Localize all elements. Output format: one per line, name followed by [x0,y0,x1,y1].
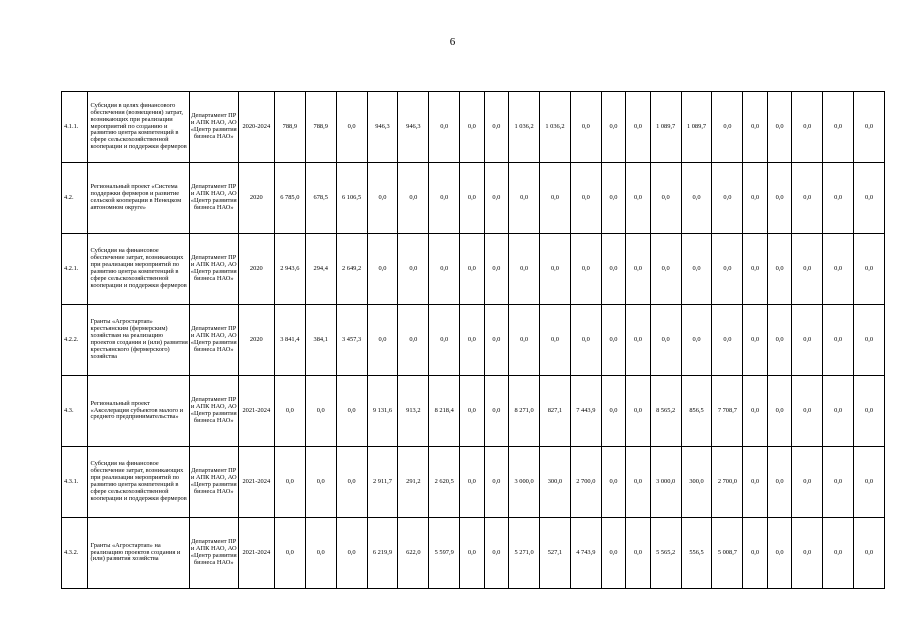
value-cell: 0,0 [570,305,601,376]
value-cell: 622,0 [398,518,429,589]
value-cell: 0,0 [484,234,508,305]
value-cell: 7 443,9 [570,376,601,447]
value-cell: 0,0 [305,447,336,518]
value-cell: 556,5 [681,518,712,589]
value-cell: 3 841,4 [274,305,305,376]
value-cell: 6 785,0 [274,163,305,234]
page-number: 6 [449,36,456,48]
measure-name: Региональный проект «Акселерация субъектов малого и среднего предпринимательства» [87,376,189,447]
value-cell: 0,0 [681,305,712,376]
value-cell: 0,0 [792,305,823,376]
value-cell: 0,0 [854,163,885,234]
value-cell: 0,0 [823,234,854,305]
value-cell: 0,0 [823,92,854,163]
value-cell: 0,0 [484,447,508,518]
value-cell: 0,0 [712,234,743,305]
value-cell: 0,0 [460,92,484,163]
value-cell: 5 597,9 [429,518,460,589]
value-cell: 0,0 [509,305,540,376]
value-cell: 2 649,2 [336,234,367,305]
executor-cell: Департамент ПР и АПК НАО, АО «Центр развития бизнеса НАО» [189,518,238,589]
value-cell: 0,0 [626,163,650,234]
value-cell: 0,0 [767,163,791,234]
value-cell: 1 036,2 [540,92,571,163]
value-cell: 0,0 [767,447,791,518]
value-cell: 0,0 [460,518,484,589]
value-cell: 0,0 [792,163,823,234]
value-cell: 0,0 [792,447,823,518]
value-cell: 2 911,7 [367,447,398,518]
value-cell: 0,0 [626,92,650,163]
value-cell: 294,4 [305,234,336,305]
value-cell: 678,5 [305,163,336,234]
value-cell: 6 219,9 [367,518,398,589]
value-cell: 0,0 [570,92,601,163]
value-cell: 8 218,4 [429,376,460,447]
value-cell: 0,0 [460,163,484,234]
value-cell: 0,0 [460,376,484,447]
value-cell: 0,0 [767,518,791,589]
value-cell: 0,0 [367,305,398,376]
value-cell: 300,0 [681,447,712,518]
value-cell: 0,0 [601,305,625,376]
value-cell: 0,0 [854,447,885,518]
executor-cell: Департамент ПР и АПК НАО, АО «Центр развития бизнеса НАО» [189,376,238,447]
value-cell: 0,0 [601,518,625,589]
value-cell: 0,0 [398,163,429,234]
value-cell: 0,0 [305,376,336,447]
budget-table [61,91,885,589]
value-cell: 0,0 [854,92,885,163]
value-cell: 0,0 [792,92,823,163]
measure-name: Субсидия в целях финансового обеспечения (возмещения) затрат, возникающих при реализации мероприятий по созданию и развитию центра компетенций в сфере сельскохозяйственной кооперации и поддержки фермеров [87,92,189,163]
value-cell: 0,0 [743,447,767,518]
value-cell: 0,0 [712,305,743,376]
value-cell: 0,0 [540,305,571,376]
value-cell: 946,3 [398,92,429,163]
row-number: 4.3.1. [62,447,88,518]
value-cell: 0,0 [626,447,650,518]
value-cell: 0,0 [601,163,625,234]
row-number: 4.3. [62,376,88,447]
value-cell: 0,0 [484,518,508,589]
value-cell: 0,0 [823,305,854,376]
value-cell: 0,0 [767,92,791,163]
value-cell: 0,0 [712,163,743,234]
value-cell: 0,0 [429,234,460,305]
value-cell: 788,9 [305,92,336,163]
value-cell: 0,0 [336,92,367,163]
value-cell: 788,9 [274,92,305,163]
period-cell: 2021-2024 [238,376,274,447]
value-cell: 0,0 [626,376,650,447]
row-number: 4.2. [62,163,88,234]
value-cell: 0,0 [626,305,650,376]
value-cell: 946,3 [367,92,398,163]
measure-name: Гранты «Агростартап» крестьянским (фермерским) хозяйствам на реализацию проектов создания и (или) развития крестьянского (фермерского) хозяйства [87,305,189,376]
value-cell: 0,0 [767,376,791,447]
value-cell: 3 457,3 [336,305,367,376]
measure-name: Гранты «Агростартап» на реализацию проектов создания и (или) развития хозяйства [87,518,189,589]
value-cell: 0,0 [854,305,885,376]
value-cell: 4 743,9 [570,518,601,589]
value-cell: 0,0 [854,518,885,589]
value-cell: 913,2 [398,376,429,447]
executor-cell: Департамент ПР и АПК НАО, АО «Центр развития бизнеса НАО» [189,447,238,518]
table-row [62,163,885,234]
value-cell: 0,0 [305,518,336,589]
value-cell: 5 271,0 [509,518,540,589]
value-cell: 0,0 [792,376,823,447]
value-cell: 8 271,0 [509,376,540,447]
value-cell: 0,0 [792,518,823,589]
value-cell: 0,0 [626,518,650,589]
value-cell: 0,0 [767,234,791,305]
value-cell: 0,0 [540,163,571,234]
value-cell: 0,0 [681,234,712,305]
value-cell: 0,0 [823,447,854,518]
value-cell: 5 008,7 [712,518,743,589]
value-cell: 0,0 [509,234,540,305]
period-cell: 2021-2024 [238,518,274,589]
value-cell: 0,0 [336,376,367,447]
value-cell: 0,0 [429,163,460,234]
value-cell: 0,0 [484,376,508,447]
executor-cell: Департамент ПР и АПК НАО, АО «Центр развития бизнеса НАО» [189,163,238,234]
value-cell: 0,0 [681,163,712,234]
value-cell: 856,5 [681,376,712,447]
value-cell: 0,0 [743,518,767,589]
value-cell: 0,0 [484,305,508,376]
value-cell: 0,0 [601,234,625,305]
table-row [62,447,885,518]
value-cell: 3 000,0 [650,447,681,518]
value-cell: 0,0 [823,376,854,447]
value-cell: 0,0 [398,234,429,305]
period-cell: 2021-2024 [238,447,274,518]
measure-name: Субсидия на финансовое обеспечение затрат, возникающих при реализации мероприятий по развитию центра компетенций в сфере сельскохозяйственной кооперации и поддержки фермеров [87,234,189,305]
value-cell: 0,0 [274,518,305,589]
table-row [62,518,885,589]
value-cell: 0,0 [484,92,508,163]
value-cell: 0,0 [792,234,823,305]
period-cell: 2020 [238,234,274,305]
row-number: 4.3.2. [62,518,88,589]
value-cell: 0,0 [650,234,681,305]
value-cell: 0,0 [398,305,429,376]
value-cell: 0,0 [743,376,767,447]
value-cell: 0,0 [460,447,484,518]
period-cell: 2020-2024 [238,92,274,163]
executor-cell: Департамент ПР и АПК НАО, АО «Центр развития бизнеса НАО» [189,234,238,305]
value-cell: 0,0 [767,305,791,376]
row-number: 4.2.2. [62,305,88,376]
value-cell: 527,1 [540,518,571,589]
value-cell: 1 089,7 [681,92,712,163]
value-cell: 0,0 [743,163,767,234]
value-cell: 0,0 [854,376,885,447]
value-cell: 827,1 [540,376,571,447]
value-cell: 0,0 [274,376,305,447]
value-cell: 291,2 [398,447,429,518]
measure-name: Региональный проект «Система поддержки фермеров и развитие сельской кооперации в Ненецком автономном округе» [87,163,189,234]
value-cell: 2 700,0 [712,447,743,518]
table-row [62,92,885,163]
value-cell: 0,0 [650,163,681,234]
row-number: 4.1.1. [62,92,88,163]
period-cell: 2020 [238,305,274,376]
value-cell: 300,0 [540,447,571,518]
value-cell: 0,0 [509,163,540,234]
value-cell: 0,0 [274,447,305,518]
value-cell: 0,0 [650,305,681,376]
value-cell: 0,0 [367,234,398,305]
value-cell: 0,0 [743,234,767,305]
value-cell: 9 131,6 [367,376,398,447]
value-cell: 1 036,2 [509,92,540,163]
value-cell: 0,0 [743,305,767,376]
executor-cell: Департамент ПР и АПК НАО, АО «Центр развития бизнеса НАО» [189,305,238,376]
value-cell: 2 700,0 [570,447,601,518]
row-number: 4.2.1. [62,234,88,305]
value-cell: 2 620,5 [429,447,460,518]
executor-cell: Департамент ПР и АПК НАО, АО «Центр развития бизнеса НАО» [189,92,238,163]
value-cell: 0,0 [601,376,625,447]
value-cell: 0,0 [601,447,625,518]
value-cell: 0,0 [336,447,367,518]
value-cell: 0,0 [712,92,743,163]
table-row [62,376,885,447]
value-cell: 0,0 [429,92,460,163]
table-row [62,234,885,305]
value-cell: 0,0 [484,163,508,234]
value-cell: 8 565,2 [650,376,681,447]
value-cell: 1 089,7 [650,92,681,163]
value-cell: 0,0 [854,234,885,305]
table-row [62,305,885,376]
measure-name: Субсидия на финансовое обеспечение затрат, возникающих при реализации мероприятий по развитию центра компетенций в сфере сельскохозяйственной кооперации и поддержки фермеров [87,447,189,518]
value-cell: 384,1 [305,305,336,376]
value-cell: 0,0 [626,234,650,305]
value-cell: 0,0 [429,305,460,376]
value-cell: 0,0 [601,92,625,163]
value-cell: 6 106,5 [336,163,367,234]
value-cell: 0,0 [367,163,398,234]
value-cell: 0,0 [460,234,484,305]
value-cell: 7 708,7 [712,376,743,447]
value-cell: 0,0 [570,163,601,234]
value-cell: 0,0 [743,92,767,163]
period-cell: 2020 [238,163,274,234]
value-cell: 5 565,2 [650,518,681,589]
value-cell: 0,0 [460,305,484,376]
value-cell: 0,0 [823,163,854,234]
value-cell: 0,0 [823,518,854,589]
value-cell: 3 000,0 [509,447,540,518]
value-cell: 0,0 [336,518,367,589]
value-cell: 0,0 [570,234,601,305]
value-cell: 2 943,6 [274,234,305,305]
value-cell: 0,0 [540,234,571,305]
